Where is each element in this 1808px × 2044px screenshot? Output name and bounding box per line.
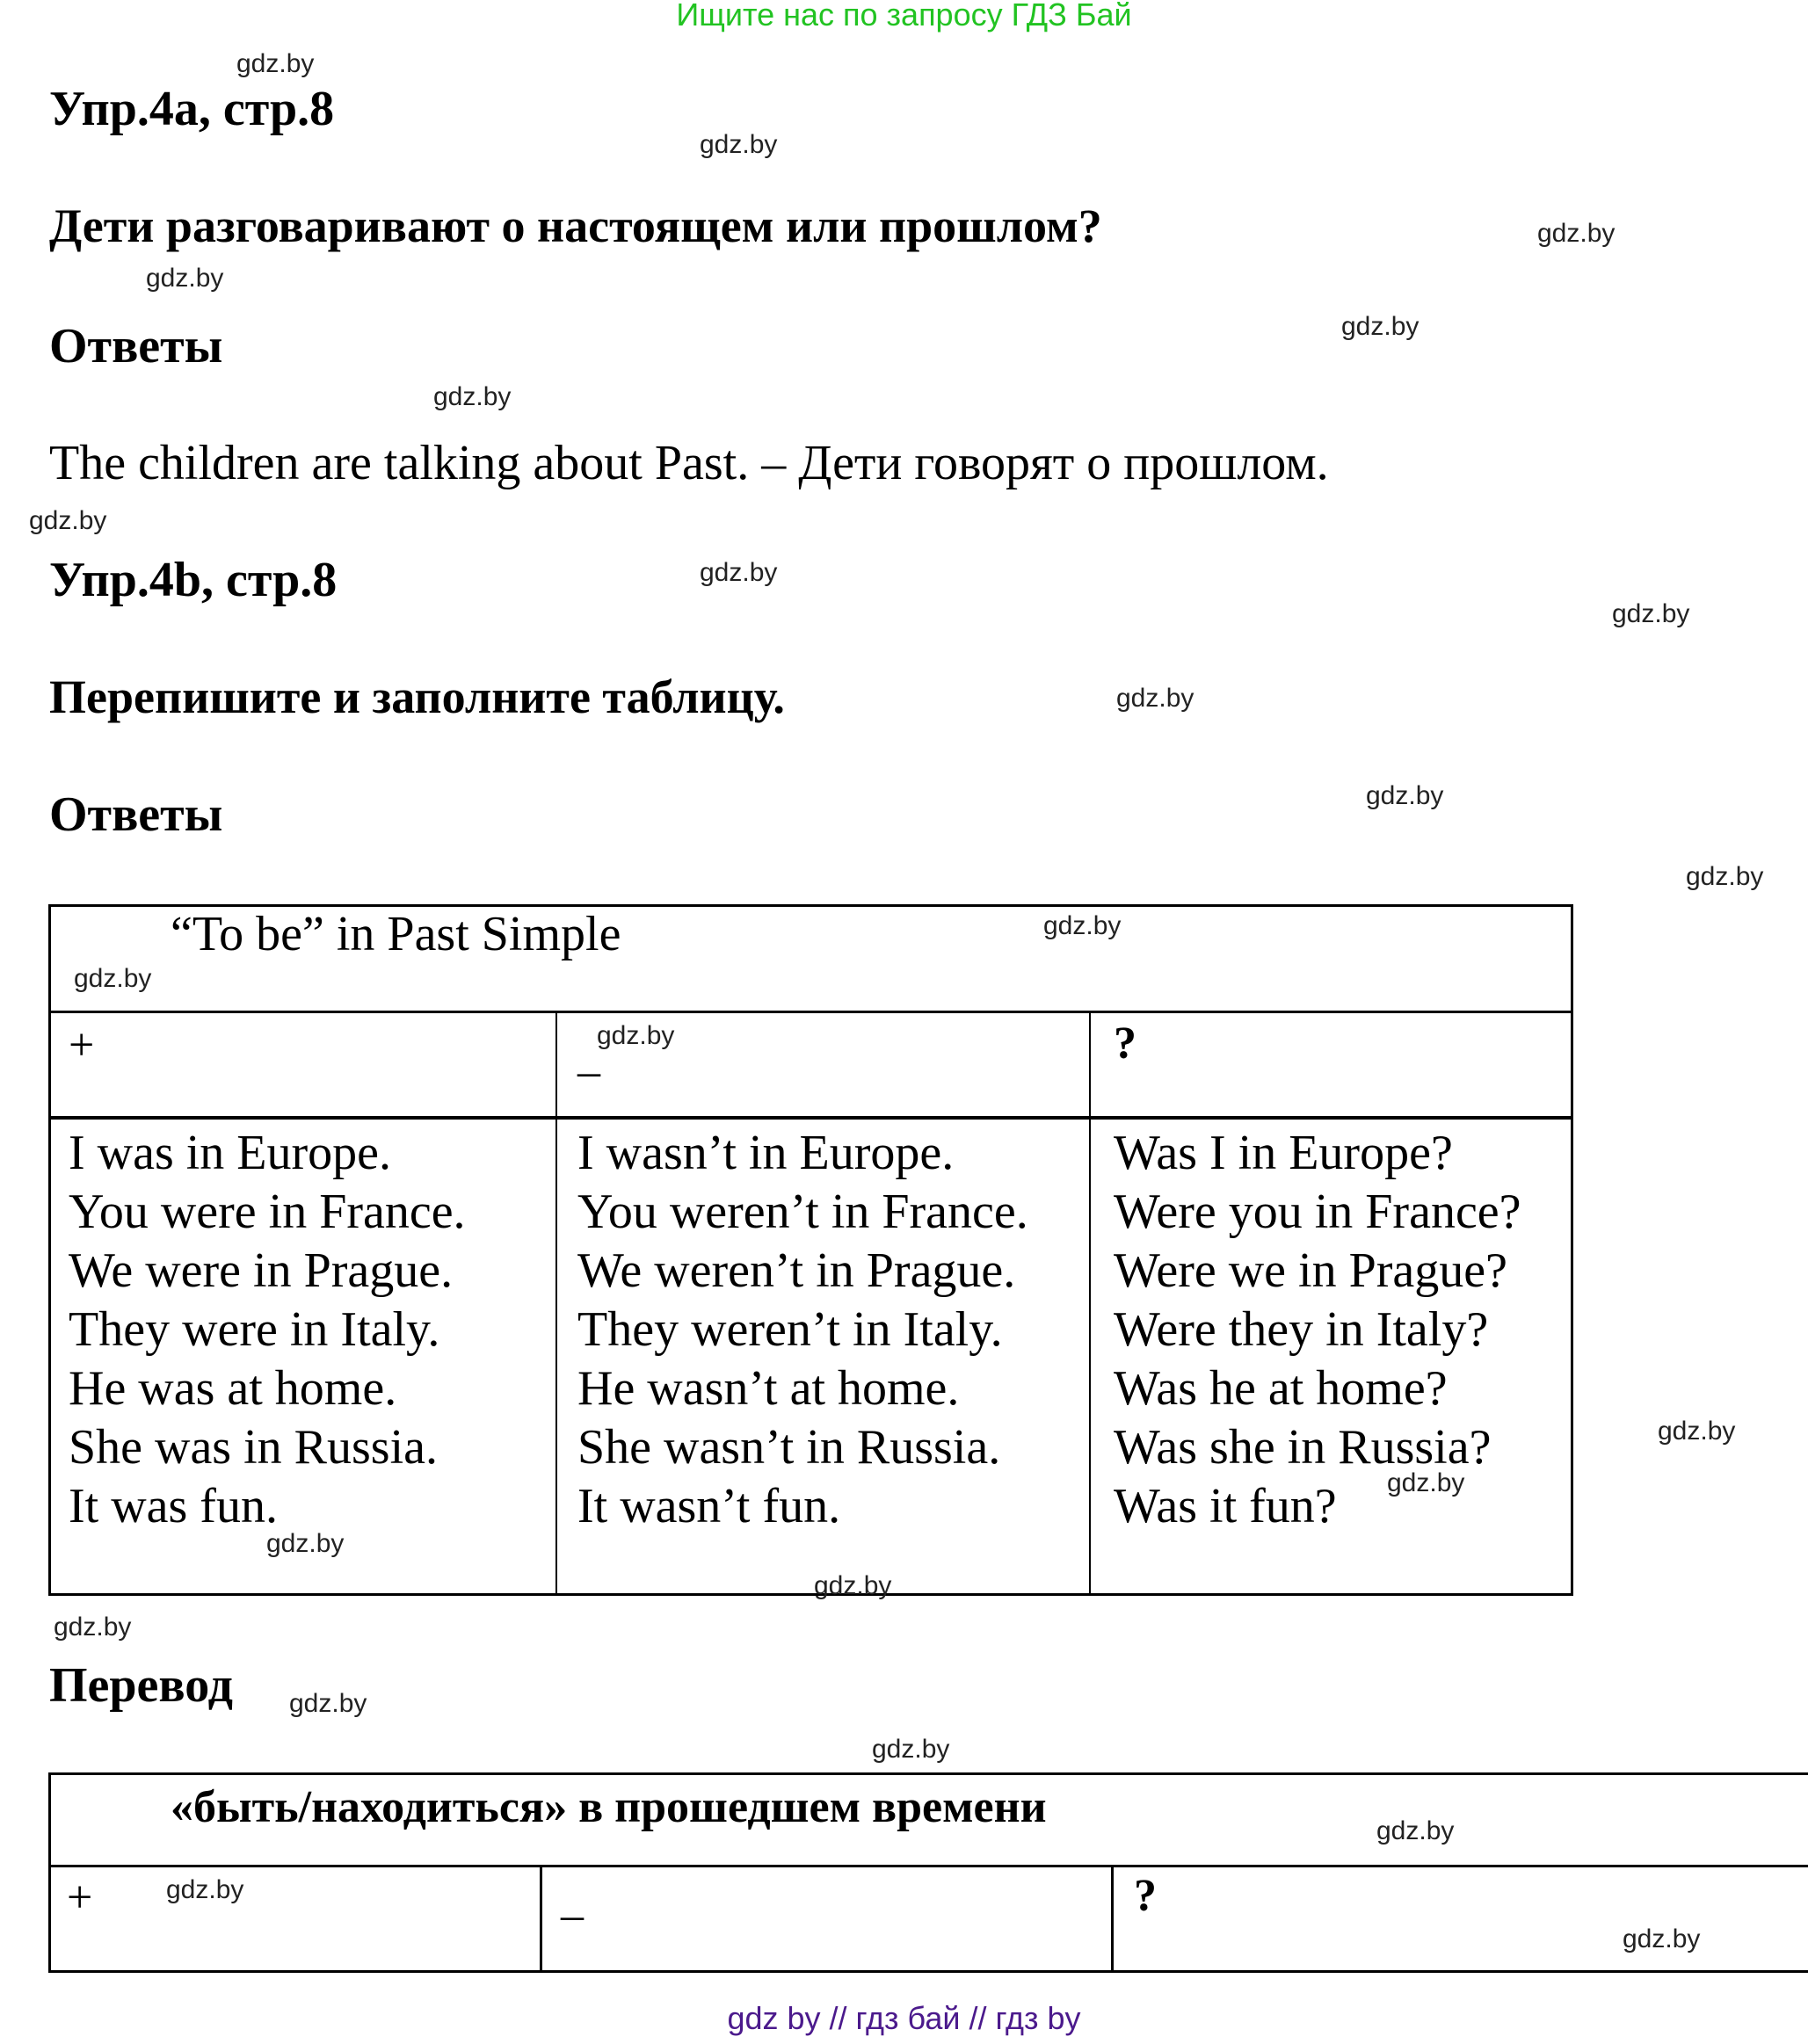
watermark: gdz.by: [814, 1571, 892, 1600]
header-negative: –: [561, 1890, 584, 1940]
divider: [48, 1011, 1573, 1013]
watermark: gdz.by: [700, 130, 778, 159]
translation-table-title: «быть/находиться» в прошедшем времени: [171, 1782, 1047, 1832]
watermark: gdz.by: [29, 506, 107, 535]
header-positive: +: [67, 1873, 93, 1923]
positive-column: [69, 1124, 466, 1536]
footer-links: gdz by // гдз бай // гдз by: [727, 2000, 1081, 2036]
exercise-4b-title: Упр.4b, стр.8: [49, 553, 338, 607]
watermark: gdz.by: [1658, 1417, 1736, 1446]
watermark: gdz.by: [266, 1529, 345, 1558]
list-item: I was in Europe.: [69, 1126, 392, 1180]
list-item: You were in France.: [69, 1185, 466, 1239]
watermark: gdz.by: [1387, 1468, 1465, 1497]
list-item: You weren’t in France.: [577, 1185, 1028, 1239]
list-item: He wasn’t at home.: [577, 1361, 960, 1416]
watermark: gdz.by: [289, 1689, 367, 1718]
list-item: We weren’t in Prague.: [577, 1243, 1016, 1298]
exercise-4b-answers-label: Ответы: [49, 787, 223, 842]
search-hint: Ищите нас по запросу ГДЗ Бай: [676, 0, 1132, 33]
watermark: gdz.by: [433, 382, 512, 411]
watermark: gdz.by: [146, 264, 224, 293]
list-item: We were in Prague.: [69, 1243, 454, 1298]
exercise-4b-task: Перепишите и заполните таблицу.: [49, 670, 785, 723]
list-item: She was in Russia.: [69, 1420, 438, 1475]
list-item: Was she in Russia?: [1114, 1420, 1492, 1475]
divider: [48, 1116, 1573, 1120]
list-item: They weren’t in Italy.: [577, 1302, 1003, 1357]
watermark: gdz.by: [1537, 219, 1616, 248]
list-item: He was at home.: [69, 1361, 397, 1416]
list-item: Were you in France?: [1114, 1185, 1521, 1239]
header-question: ?: [1114, 1018, 1136, 1069]
watermark: gdz.by: [1043, 911, 1122, 940]
exercise-4a-task: Дети разговаривают о настоящем или прошлом?: [49, 199, 1102, 252]
watermark: gdz.by: [74, 964, 152, 993]
watermark: gdz.by: [597, 1021, 675, 1050]
watermark: gdz.by: [1341, 312, 1420, 341]
watermark: gdz.by: [700, 558, 778, 587]
watermark: gdz.by: [1366, 781, 1444, 810]
divider: [1111, 1866, 1114, 1972]
list-item: Was it fun?: [1114, 1479, 1337, 1533]
translation-label: Перевод: [49, 1658, 233, 1713]
negative-column: [577, 1124, 1028, 1536]
list-item: It was fun.: [69, 1479, 278, 1533]
list-item: Were they in Italy?: [1114, 1302, 1489, 1357]
header-positive: +: [69, 1020, 95, 1070]
divider: [48, 1865, 1808, 1867]
list-item: Were we in Prague?: [1114, 1243, 1507, 1298]
header-negative: –: [577, 1047, 600, 1097]
exercise-4a-title: Упр.4a, стр.8: [49, 82, 335, 136]
watermark: gdz.by: [1612, 599, 1690, 628]
watermark: gdz.by: [54, 1613, 132, 1642]
list-item: I wasn’t in Europe.: [577, 1126, 955, 1180]
list-item: They were in Italy.: [69, 1302, 440, 1357]
exercise-4a-answer: The children are talking about Past. – Дети говорят о прошлом.: [49, 436, 1329, 490]
table-title: “To be” in Past Simple: [171, 907, 621, 961]
divider: [555, 1012, 557, 1595]
divider: [540, 1866, 542, 1972]
watermark: gdz.by: [1686, 862, 1764, 891]
header-question: ?: [1134, 1871, 1157, 1921]
watermark: gdz.by: [1623, 1924, 1701, 1953]
list-item: Was he at home?: [1114, 1361, 1448, 1416]
list-item: She wasn’t in Russia.: [577, 1420, 1001, 1475]
watermark: gdz.by: [1116, 684, 1194, 713]
divider: [1089, 1012, 1091, 1595]
watermark: gdz.by: [1376, 1816, 1455, 1845]
list-item: Was I in Europe?: [1114, 1126, 1453, 1180]
watermark: gdz.by: [166, 1875, 244, 1904]
list-item: It wasn’t fun.: [577, 1479, 841, 1533]
watermark: gdz.by: [236, 49, 315, 78]
exercise-4a-answers-label: Ответы: [49, 319, 223, 373]
watermark: gdz.by: [872, 1735, 950, 1764]
